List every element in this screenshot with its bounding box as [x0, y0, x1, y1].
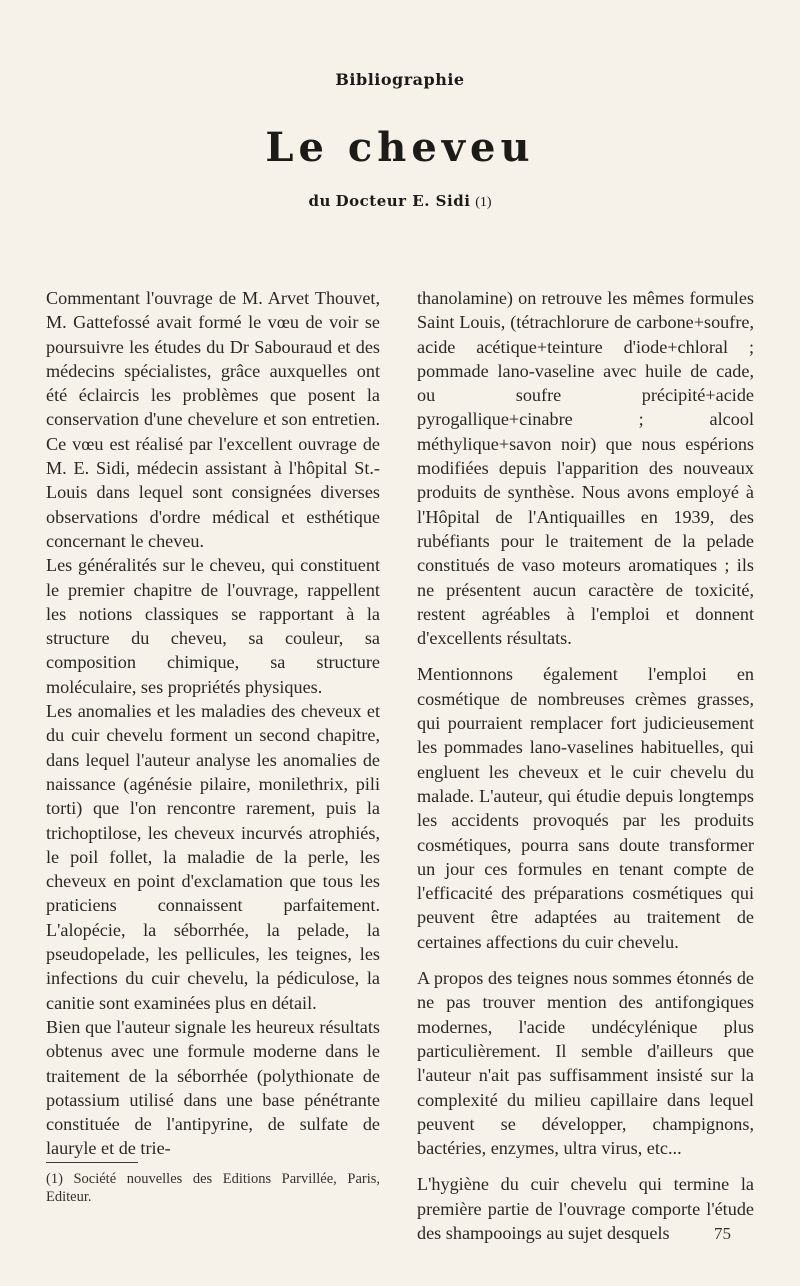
- article-title: Le cheveu: [265, 124, 535, 171]
- paragraph: Les anomalies et les maladies des cheveux et du cuir chevelu forment un second chapitre, dans lequel l'auteur analyse les anomalies de naissance (agénésie pilaire, monilethrix, pili torti) que l'on rencontre rarement, puis la trichoptilose, les cheveux incurvés atrophiés, le poil follet, la maladie de la perle, les cheveux en point d'exclamation que tous les praticiens connaissent parfaitement. L'alopécie, la séborrhée, la pelade, la pseudopelade, les pellicules, les teignes, les infections du cuir chevelu, la pédiculose, la canitie sont examinées plus en détail.: [46, 701, 380, 1013]
- paragraph: Commentant l'ouvrage de M. Arvet Thouvet, M. Gattefossé avait formé le vœu de voir se poursuivre les études du Dr Sabouraud et des médecins spécialistes, grâce auxquelles ont été éclaircis les problèmes que posent la conservation d'une chevelure et son entretien. Ce vœu est réalisé par l'excellent ouvrage de M. E. Sidi, médecin assistant à l'hôpital St.-Louis dans lequel sont consignées diverses observations d'ordre médical et esthétique concernant le cheveu.: [46, 288, 380, 551]
- byline-prefix: du: [308, 192, 331, 210]
- author-name: Docteur E. Sidi: [335, 192, 471, 210]
- paragraph: A propos des teignes nous sommes étonnés de ne pas trouver mention des antifongiques modernes, l'acide undécylénique plus particulièrement. Il semble d'ailleurs que l'auteur n'ait pas suffisamment insisté sur la complexité du milieu capillaire dans lequel peuvent se développer, champignons, bactéries, enzymes, ultra virus, etc...: [417, 968, 754, 1159]
- paragraph: Mentionnons également l'emploi en cosmétique de nombreuses crèmes grasses, qui pourraient remplacer fort judicieusement les pommades lano-vaselines habituelles, qui engluent les cheveux et le cuir chevelu du malade. L'auteur, qui étudie depuis longtemps les accidents provoqués par les produits cosmétiques, pourra sans doute transformer un jour ces formules en tenant compte de l'efficacité des préparations cosmétiques qui peuvent être adaptées au traitement de certaines affections du cuir chevelu.: [417, 664, 754, 952]
- paragraph: thanolamine) on retrouve les mêmes formules Saint Louis, (tétrachlorure de carbone+soufre, acide acétique+teinture d'iode+chloral ; pommade lano-vaseline avec huile de cade, ou soufre précipité+acide pyrogallique+cinabre ; alcool méthylique+savon noir) que nous espérions modifiées depuis l'apparition des nouveaux produits de synthèse. Nous avons employé à l'Hôpital de l'Antiquailles en 1939, des rubéfiants pour le traitement de la pelade constitués de vaso moteurs aromatiques ; ils ne présentent aucun caractère de toxicité, restent agréables à l'emploi et donnent d'excellents résultats.: [417, 288, 754, 649]
- paragraph: Bien que l'auteur signale les heureux résultats obtenus avec une formule moderne dans le traitement de la séborrhée (polythionate de potassium utilisé dans une base pénétrante constituée de l'antipyrine, de sulfate de lauryle et de trie-: [46, 1016, 380, 1159]
- footnote-reference: (1): [475, 195, 492, 210]
- footnote: (1) Société nouvelles des Editions Parvillée, Paris, Editeur.: [46, 1171, 380, 1205]
- left-column: [46, 286, 380, 1161]
- article-byline: [0, 192, 800, 211]
- section-heading: Bibliographie: [335, 70, 465, 89]
- footnote-divider: [46, 1162, 138, 1163]
- page-number: 75: [714, 1224, 731, 1243]
- right-column: [417, 286, 754, 1245]
- paragraph: L'hygiène du cuir chevelu qui termine la première partie de l'ouvrage comporte l'étude des shampooings au sujet desquels: [417, 1174, 754, 1243]
- paragraph: Les généralités sur le cheveu, qui constituent le premier chapitre de l'ouvrage, rappellent les notions classiques se rapportant à la structure du cheveu, sa couleur, sa composition chimique, sa structure moléculaire, ses propriétés physiques.: [46, 555, 380, 697]
